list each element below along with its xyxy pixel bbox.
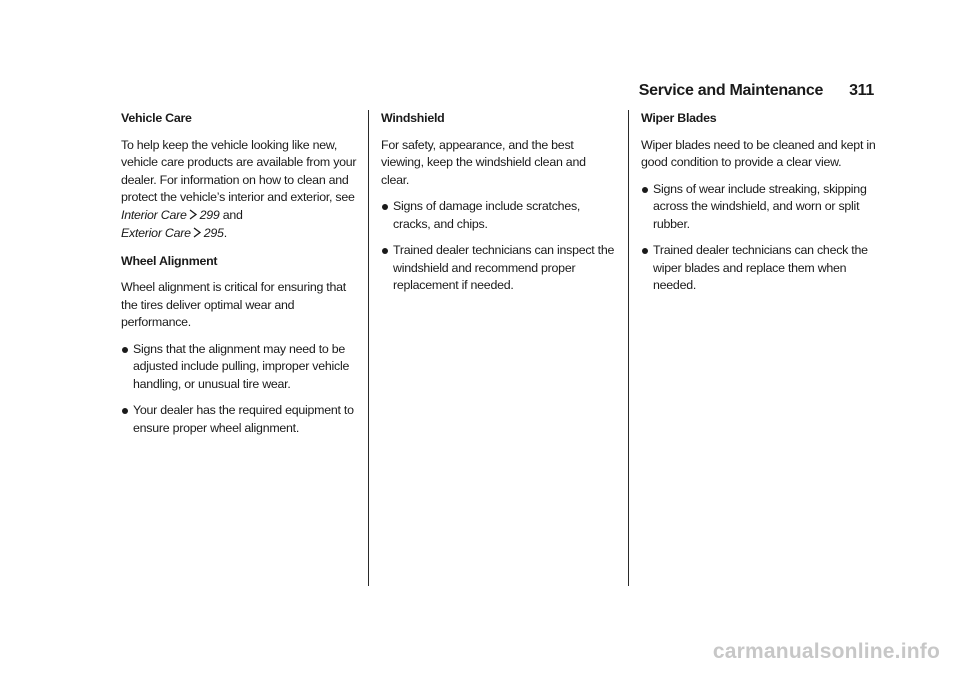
page-header bbox=[639, 82, 874, 104]
wheel-alignment-bullet-list bbox=[121, 341, 357, 438]
bullet-icon bbox=[642, 248, 648, 254]
exterior-care-ref-title: Exterior Care bbox=[121, 226, 191, 240]
watermark: carmanualsonline.info bbox=[712, 640, 940, 663]
bullet-text: Trained dealer technicians can inspect the windshield and recommend proper replacement if needed. bbox=[393, 243, 615, 292]
page-reference-arrow-icon bbox=[189, 208, 198, 226]
page-number: 311 bbox=[849, 82, 874, 99]
bullet-icon bbox=[382, 248, 388, 254]
vehicle-care-heading: Vehicle Care bbox=[121, 111, 192, 125]
wiper-blades-heading: Wiper Blades bbox=[641, 111, 717, 125]
exterior-care-reference-line bbox=[121, 225, 357, 244]
wiper-blades-bullet-list bbox=[641, 181, 877, 295]
bullet-icon bbox=[382, 204, 388, 210]
windshield-bullet-list bbox=[381, 198, 617, 295]
interior-care-reference-link[interactable] bbox=[121, 208, 223, 222]
windshield-heading: Windshield bbox=[381, 111, 445, 125]
bullet-text: Signs that the alignment may need to be adjusted include pulling, improper vehicle handling, or unusual tire wear. bbox=[133, 341, 350, 391]
wheel-alignment-heading: Wheel Alignment bbox=[121, 253, 218, 268]
interior-care-ref-page: 299 bbox=[199, 207, 220, 222]
exterior-care-ref-page: 295 bbox=[203, 226, 224, 240]
list-item bbox=[641, 242, 877, 295]
section-title: Service and Maintenance bbox=[638, 82, 824, 99]
bullet-text: Your dealer has the required equipment to ensure proper wheel alignment. bbox=[133, 403, 354, 435]
reference-joiner: and bbox=[222, 207, 243, 222]
vehicle-care-intro bbox=[121, 137, 357, 244]
bullet-icon bbox=[122, 408, 128, 414]
bullet-icon bbox=[122, 347, 128, 353]
exterior-care-reference-link[interactable] bbox=[121, 226, 224, 240]
bullet-icon bbox=[642, 187, 648, 193]
interior-care-ref-title: Interior Care bbox=[121, 207, 187, 222]
reference-end-period: . bbox=[223, 226, 227, 240]
list-item bbox=[381, 198, 617, 233]
middle-column bbox=[381, 110, 617, 304]
column-divider bbox=[368, 110, 369, 586]
list-item bbox=[121, 402, 357, 437]
bullet-text: Signs of wear include streaking, skipping across the windshield, and worn or split rubber. bbox=[653, 181, 867, 231]
bullet-text: Trained dealer technicians can check the wiper blades and replace them when needed. bbox=[653, 243, 868, 292]
page-reference-arrow-icon bbox=[193, 226, 202, 244]
wheel-alignment-intro: Wheel alignment is critical for ensuring that the tires deliver optimal wear and performance. bbox=[121, 280, 346, 329]
list-item bbox=[641, 181, 877, 234]
right-column bbox=[641, 110, 877, 304]
list-item bbox=[121, 341, 357, 394]
windshield-intro: For safety, appearance, and the best viewing, keep the windshield clean and clear. bbox=[381, 137, 586, 187]
vehicle-care-intro-text: To help keep the vehicle looking like new, vehicle care products are available from your dealer. For information on how to clean and protect the vehicle’s interior and exterior, see bbox=[121, 137, 357, 204]
wiper-blades-intro: Wiper blades need to be cleaned and kept in good condition to provide a clear view. bbox=[641, 137, 876, 169]
column-divider bbox=[628, 110, 629, 586]
bullet-text: Signs of damage include scratches, cracks, and chips. bbox=[393, 199, 581, 231]
left-column bbox=[121, 110, 357, 446]
list-item bbox=[381, 242, 617, 295]
